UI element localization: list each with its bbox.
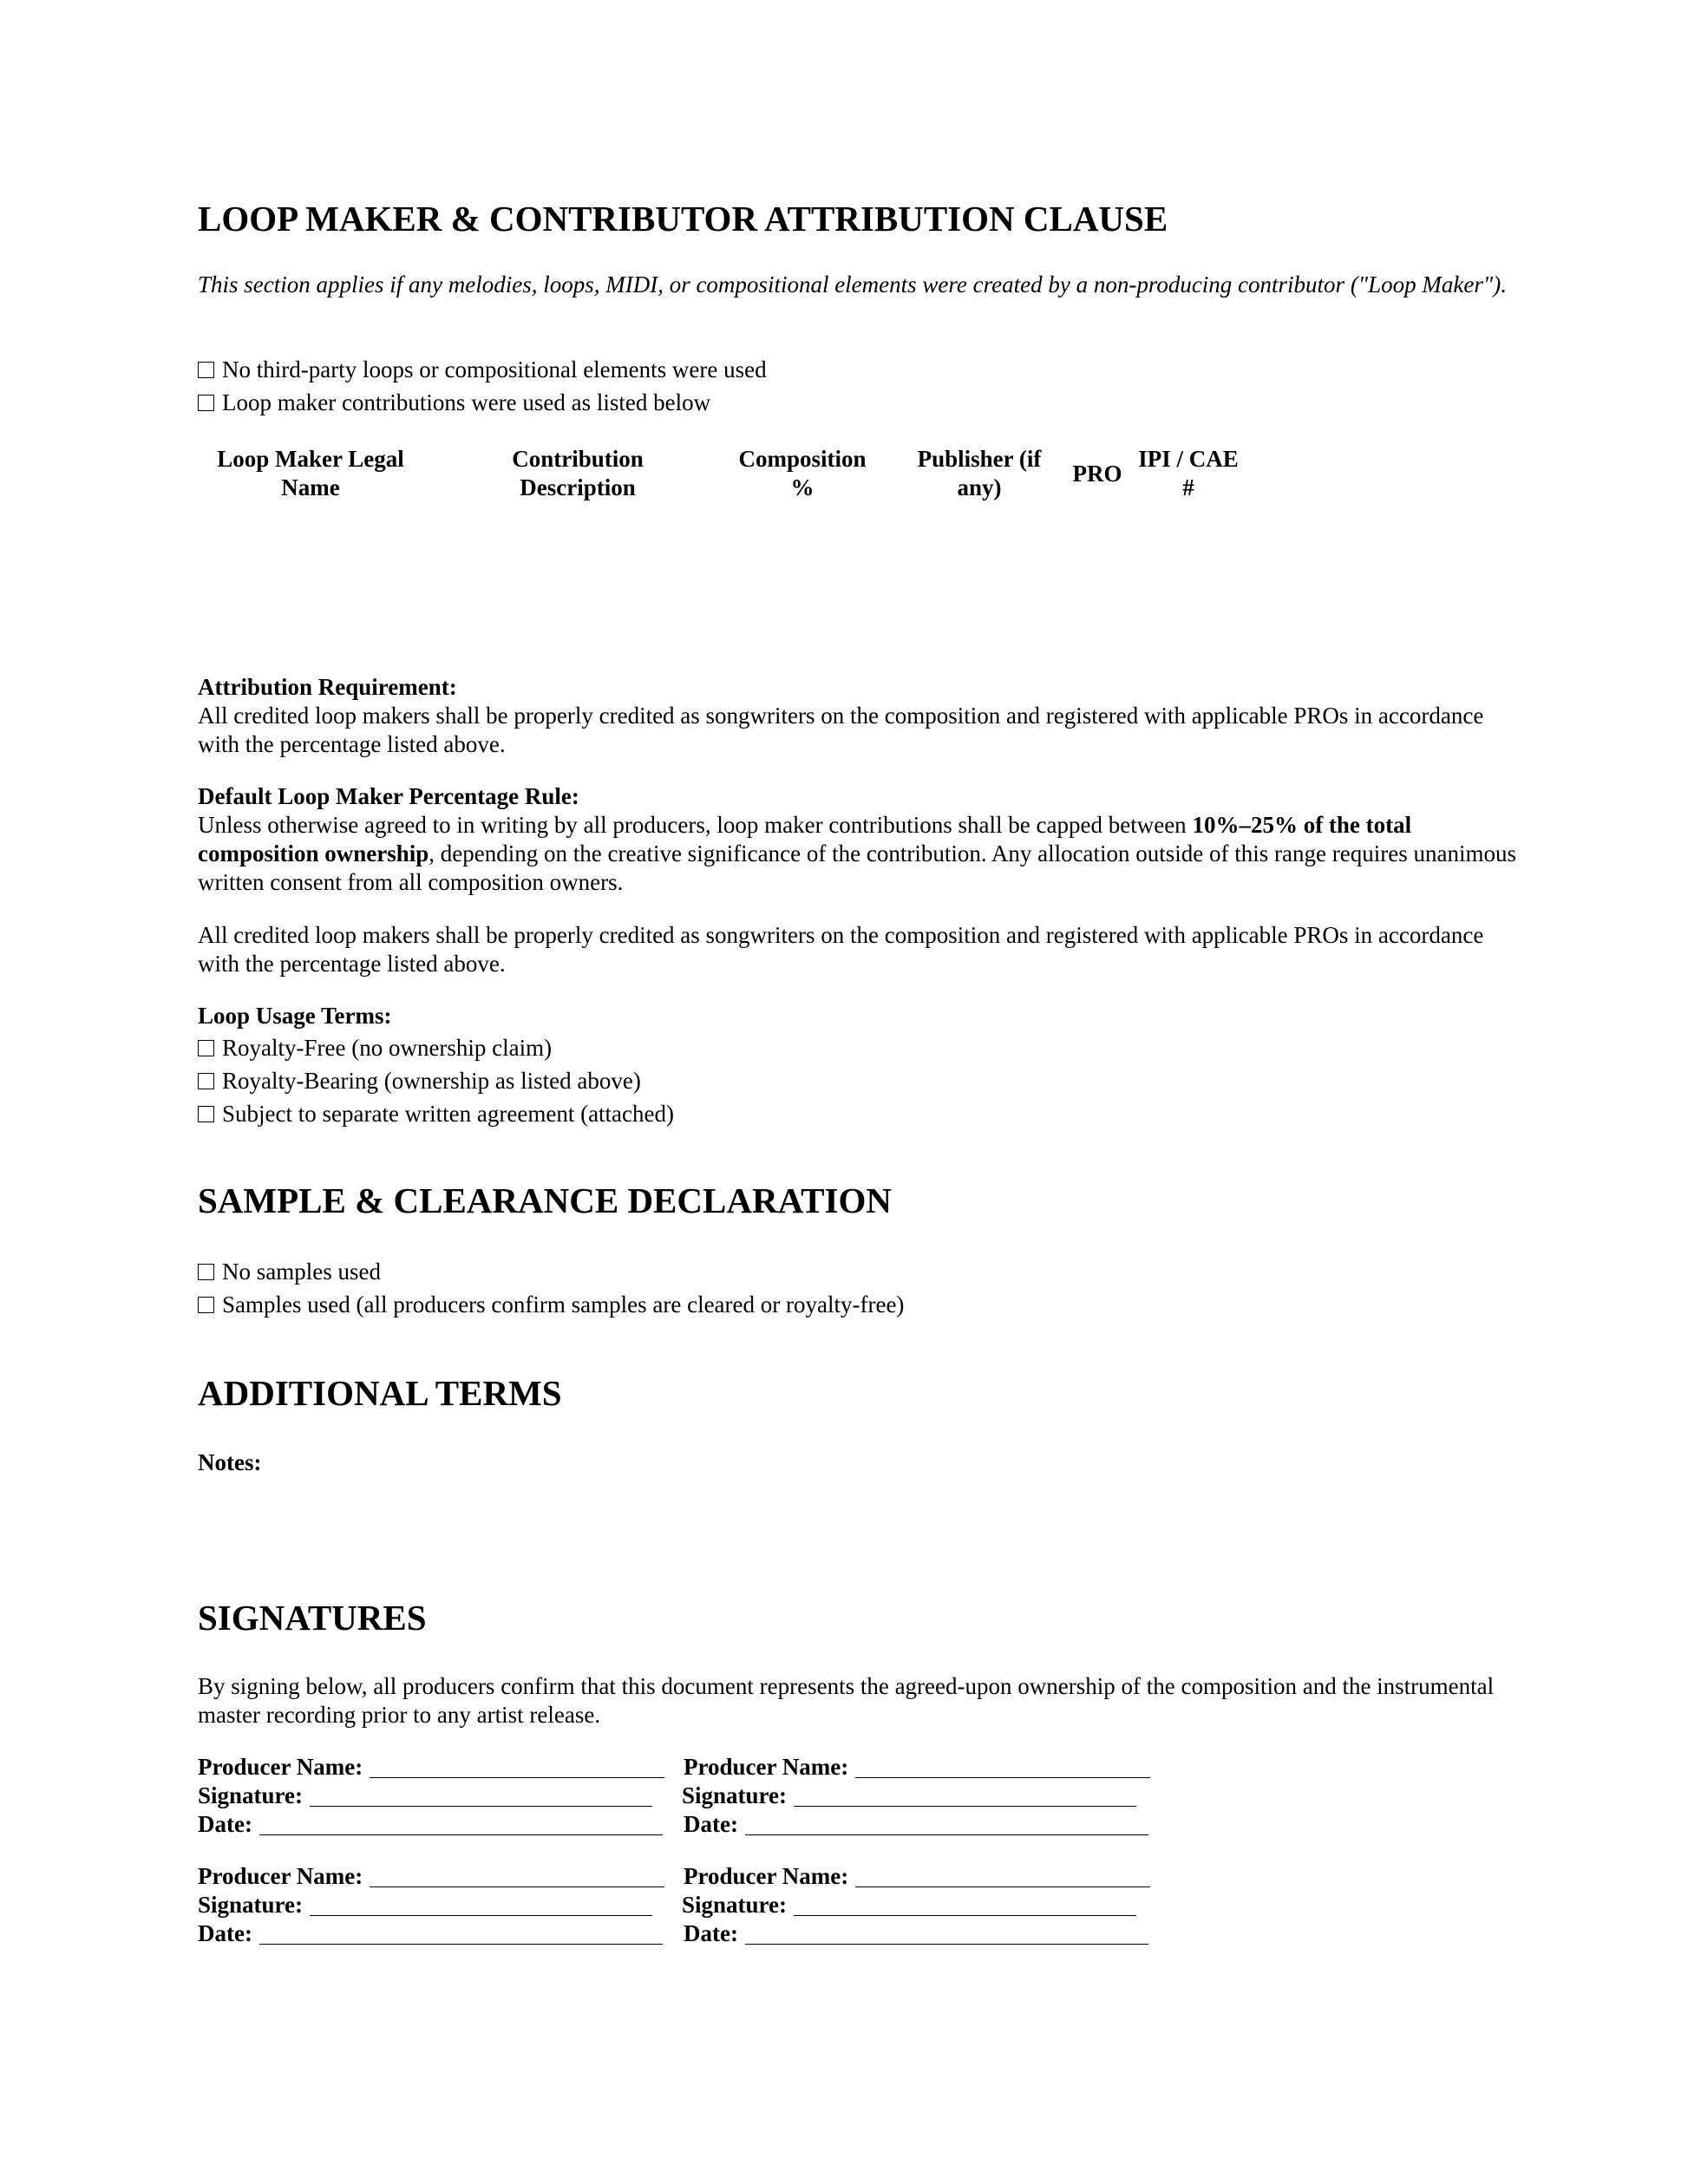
checkbox-royalty-bearing[interactable]: Royalty-Bearing (ownership as listed above): [198, 1067, 641, 1095]
checkbox-separate-agreement[interactable]: Subject to separate written agreement (attached): [198, 1100, 674, 1128]
table-header-contribution-description: Contribution Description: [512, 446, 644, 500]
signature-line[interactable]: [794, 1893, 1136, 1916]
checkbox-icon[interactable]: [198, 362, 214, 378]
sample-section-title: SAMPLE & CLEARANCE DECLARATION: [198, 1180, 892, 1220]
signature-field-signature[interactable]: Signature:: [198, 1891, 652, 1919]
date-line[interactable]: [745, 1921, 1148, 1945]
table-header-ipi-cae: IPI / CAE #: [1138, 446, 1239, 500]
producer-name-line[interactable]: [855, 1755, 1150, 1778]
signature-field-date[interactable]: Date:: [198, 1810, 663, 1839]
checkbox-icon[interactable]: [198, 395, 214, 411]
default-rule-percentage: 10%–25% of the total composition ownership: [198, 812, 1412, 866]
attribution-heading: Attribution Requirement:: [198, 674, 457, 700]
signature-field-date[interactable]: Date:: [684, 1919, 1148, 1948]
producer-name-line[interactable]: [370, 1864, 664, 1887]
notes-label: Notes:: [198, 1449, 262, 1475]
signature-line[interactable]: [794, 1783, 1136, 1807]
table-header-publisher: Publisher (if any): [917, 446, 1042, 500]
attribution-text: All credited loop makers shall be properly credited as songwriters on the composition and registered with applicable PROs in accordance with the percentage listed above.: [198, 703, 1484, 757]
date-line[interactable]: [259, 1812, 663, 1835]
additional-terms-title: ADDITIONAL TERMS: [198, 1373, 562, 1413]
date-line[interactable]: [259, 1921, 663, 1945]
producer-name-line[interactable]: [370, 1755, 664, 1778]
signatures-title: SIGNATURES: [198, 1598, 427, 1638]
attribution-repeat-text: All credited loop makers shall be properly credited as songwriters on the composition and registered with applicable PROs in accordance with the percentage listed above.: [198, 922, 1484, 977]
checkbox-samples-used[interactable]: Samples used (all producers confirm samples are cleared or royalty-free): [198, 1291, 904, 1319]
signature-field-producer-name[interactable]: Producer Name:: [198, 1862, 664, 1891]
table-header-composition-percent: Composition %: [738, 446, 867, 500]
table-header-loop-maker-name: Loop Maker Legal Name: [217, 446, 404, 500]
default-rule-heading: Default Loop Maker Percentage Rule:: [198, 783, 579, 809]
signature-field-date[interactable]: Date:: [684, 1810, 1148, 1839]
checkbox-icon[interactable]: [198, 1297, 214, 1313]
checkbox-no-samples[interactable]: No samples used: [198, 1258, 381, 1286]
loop-section-intro: This section applies if any melodies, loops, MIDI, or compositional elements were created by a non-producing contributor ("Loop Maker").: [198, 271, 1507, 298]
signature-field-producer-name[interactable]: Producer Name:: [198, 1753, 664, 1782]
checkbox-icon[interactable]: [198, 1073, 214, 1089]
signatures-text: By signing below, all producers confirm that this document represents the agreed-upon ownership of the composition and the instrumental master recording prior to any artist release.: [198, 1673, 1495, 1728]
signature-field-date[interactable]: Date:: [198, 1919, 663, 1948]
default-rule-text: Unless otherwise agreed to in writing by all producers, loop maker contributions shall be capped between 10%–25% of the total composition ownership, depending on the creative significance of the contribution. Any allocation outside of this range requires unanimous written consent from all composition owners.: [198, 812, 1516, 895]
checkbox-loop-contributions-listed[interactable]: Loop maker contributions were used as listed below: [198, 389, 710, 417]
signature-field-producer-name[interactable]: Producer Name:: [684, 1862, 1150, 1891]
checkbox-icon[interactable]: [198, 1040, 214, 1056]
signature-field-signature[interactable]: Signature:: [682, 1782, 1136, 1810]
signature-field-signature[interactable]: Signature:: [198, 1782, 652, 1810]
producer-name-line[interactable]: [855, 1864, 1150, 1887]
date-line[interactable]: [745, 1812, 1148, 1835]
usage-terms-heading: Loop Usage Terms:: [198, 1003, 392, 1029]
signature-field-signature[interactable]: Signature:: [682, 1891, 1136, 1919]
checkbox-no-third-party-loops[interactable]: No third-party loops or compositional elements were used: [198, 356, 767, 384]
table-header-pro: PRO: [1072, 461, 1122, 487]
signature-line[interactable]: [310, 1783, 652, 1807]
loop-section-title: LOOP MAKER & CONTRIBUTOR ATTRIBUTION CLAUSE: [198, 199, 1168, 239]
checkbox-icon[interactable]: [198, 1106, 214, 1122]
checkbox-icon[interactable]: [198, 1264, 214, 1280]
signature-field-producer-name[interactable]: Producer Name:: [684, 1753, 1150, 1782]
checkbox-royalty-free[interactable]: Royalty-Free (no ownership claim): [198, 1034, 552, 1063]
signature-line[interactable]: [310, 1893, 652, 1916]
